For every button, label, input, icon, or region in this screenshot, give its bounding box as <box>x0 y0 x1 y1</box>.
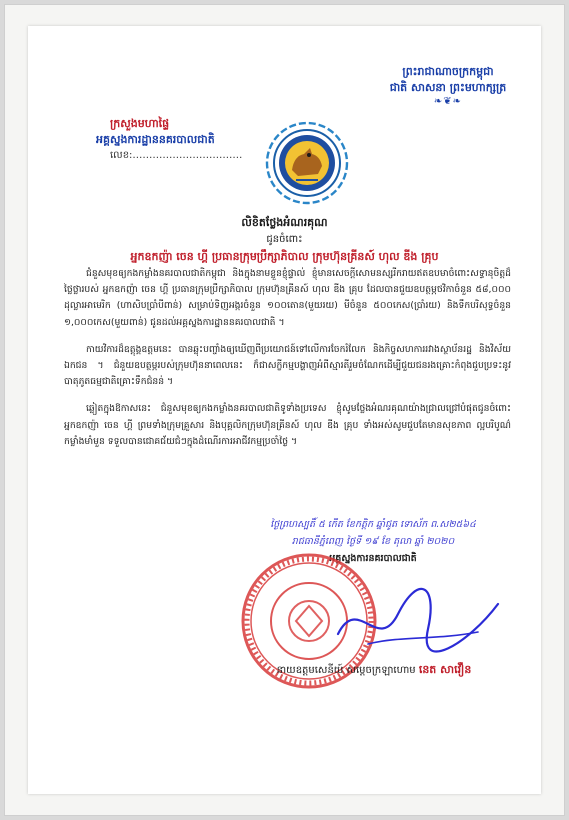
national-motto: ជាតិ សាសនា ព្រះមហាក្សត្រ <box>389 81 507 94</box>
header-right <box>358 64 538 108</box>
letter-title <box>28 214 541 265</box>
ministry-name: ក្រសួងមហាផ្ទៃ <box>110 117 170 130</box>
signatory <box>224 662 524 679</box>
signature-icon <box>328 574 508 664</box>
letter-page <box>28 26 541 794</box>
kingdom-title: ព្រះរាជាណាចក្រកម្ពុជា <box>402 65 494 78</box>
title-recipient: អ្នកឧកញ៉ា ចេន ហ្គី ប្រធានក្រុមប្រឹក្សាភិបាល ក្រុមហ៊ុនគ្រីនស៍ ហុល ឌីង គ្រុប <box>130 250 439 263</box>
signatory-name: នេត សាវឿន <box>418 663 472 676</box>
solar-date: រាជធានីភ្នំពេញ ថ្ងៃទី ១៩ ខែ តុលា ឆ្នាំ ២០២០ <box>291 536 455 547</box>
body-paragraph-2: កាយវិការដ៏ឧត្តុង្គឧត្តមនេះ បានឆ្លុះបញ្ចាំងឲ្យឃើញពីប្រយោជន៍ទៅលើការចែករំលែក និងកិច្ចសហការរវាងស្ថាប័នរដ្ឋ និងវិស័យឯកជន ។ ជំនួយឧបត្ថម្ភរបស់ក្រុមហ៊ុននាពេលនេះ ក៏ជាសក្ខីកម្មបង្ហាញអំពីស្មារតីរួមចំណែកដើម្បីជួយជនរងគ្រោះកំពុងជួបប្រទះនូវបាតុភូតធម្មជាតិគ្រោះទឹកជំនន់ ។ <box>64 343 511 388</box>
police-emblem-icon <box>262 118 352 208</box>
ornament-icon: ❧❦❧ <box>433 96 463 107</box>
department-name: អគ្គស្នងការដ្ឋាននគរបាលជាតិ <box>96 133 215 146</box>
body-paragraph-1: ជំនួសមុខឲ្យកងកម្លាំងនគរបាលជាតិកម្ពុជា និងក្នុងនាមខ្លួនខ្ញុំផ្ទាល់ ខ្ញុំមានសេចក្ដីសោមនស្សរីករាយឥតឧបមាចំពោះសទ្ធានុចិត្តដ៏ថ្លៃថ្លារបស់ អ្នកឧកញ៉ា ចេន ហ្គី ប្រធានក្រុមប្រឹក្សាភិបាល ក្រុមហ៊ុនគ្រីនស៍ ហុល ឌីង គ្រុប ដែលបានជួយឧបត្ថម្ភថវិកាចំនួន ៥៨,០០០ ដុល្លារអាមេរិក (ហាសិបប្រាំបីពាន់) សម្រាប់ទិញអង្ករចំនួន ១០០តោន(មួយរយ) មីចំនួន ៥០០កេស(ប្រាំរយ) និងទឹកបរិសុទ្ធចំនួន ១,០០០កេស(មួយពាន់) ជូនដល់អគ្គស្នងការដ្ឋាននគរបាលជាតិ ។ <box>64 268 511 328</box>
title-to: ជូនចំពោះ <box>266 234 303 245</box>
lunar-date: ថ្ងៃព្រហស្បតិ៍ ៥ កើត ខែកត្ដិក ឆ្នាំជូត ទោស័ក ព.ស២៥៦៤ <box>270 519 476 530</box>
signatory-title: នាយឧត្តមសេនីយ៍ សម្ដេចក្រឡាហោម <box>276 665 416 676</box>
letter-body <box>64 266 511 461</box>
signatory-office: អគ្គស្នងការនគរបាលជាតិ <box>329 553 417 564</box>
header-left <box>96 116 266 164</box>
reference-number: លេខ:…………………………… <box>110 150 243 161</box>
body-paragraph-3: ឆ្លៀតក្នុងឱកាសនេះ ជំនួសមុខឲ្យកងកម្លាំងនគរបាលជាតិទូទាំងប្រទេស ខ្ញុំសូមថ្លែងអំណរគុណយ៉ាងជ្រាលជ្រៅបំផុតជូនចំពោះ អ្នកឧកញ៉ា ចេន ហ្គី ព្រមទាំងក្រុមគ្រួសារ និងបុគ្គលិកក្រុមហ៊ុនគ្រីនស៍ ហុល ឌីង គ្រុប ទាំងអស់សូមជួបតែមានសុខភាព ល្អបរិបូណ៌ កម្លាំងមាំមួន ទទួលបានជោគជ័យជំៗក្នុងដំណើរការអាជីវកម្មប្រចាំថ្ងៃ ។ <box>64 403 511 447</box>
title-heading: លិខិតថ្លែងអំណរគុណ <box>241 216 328 229</box>
